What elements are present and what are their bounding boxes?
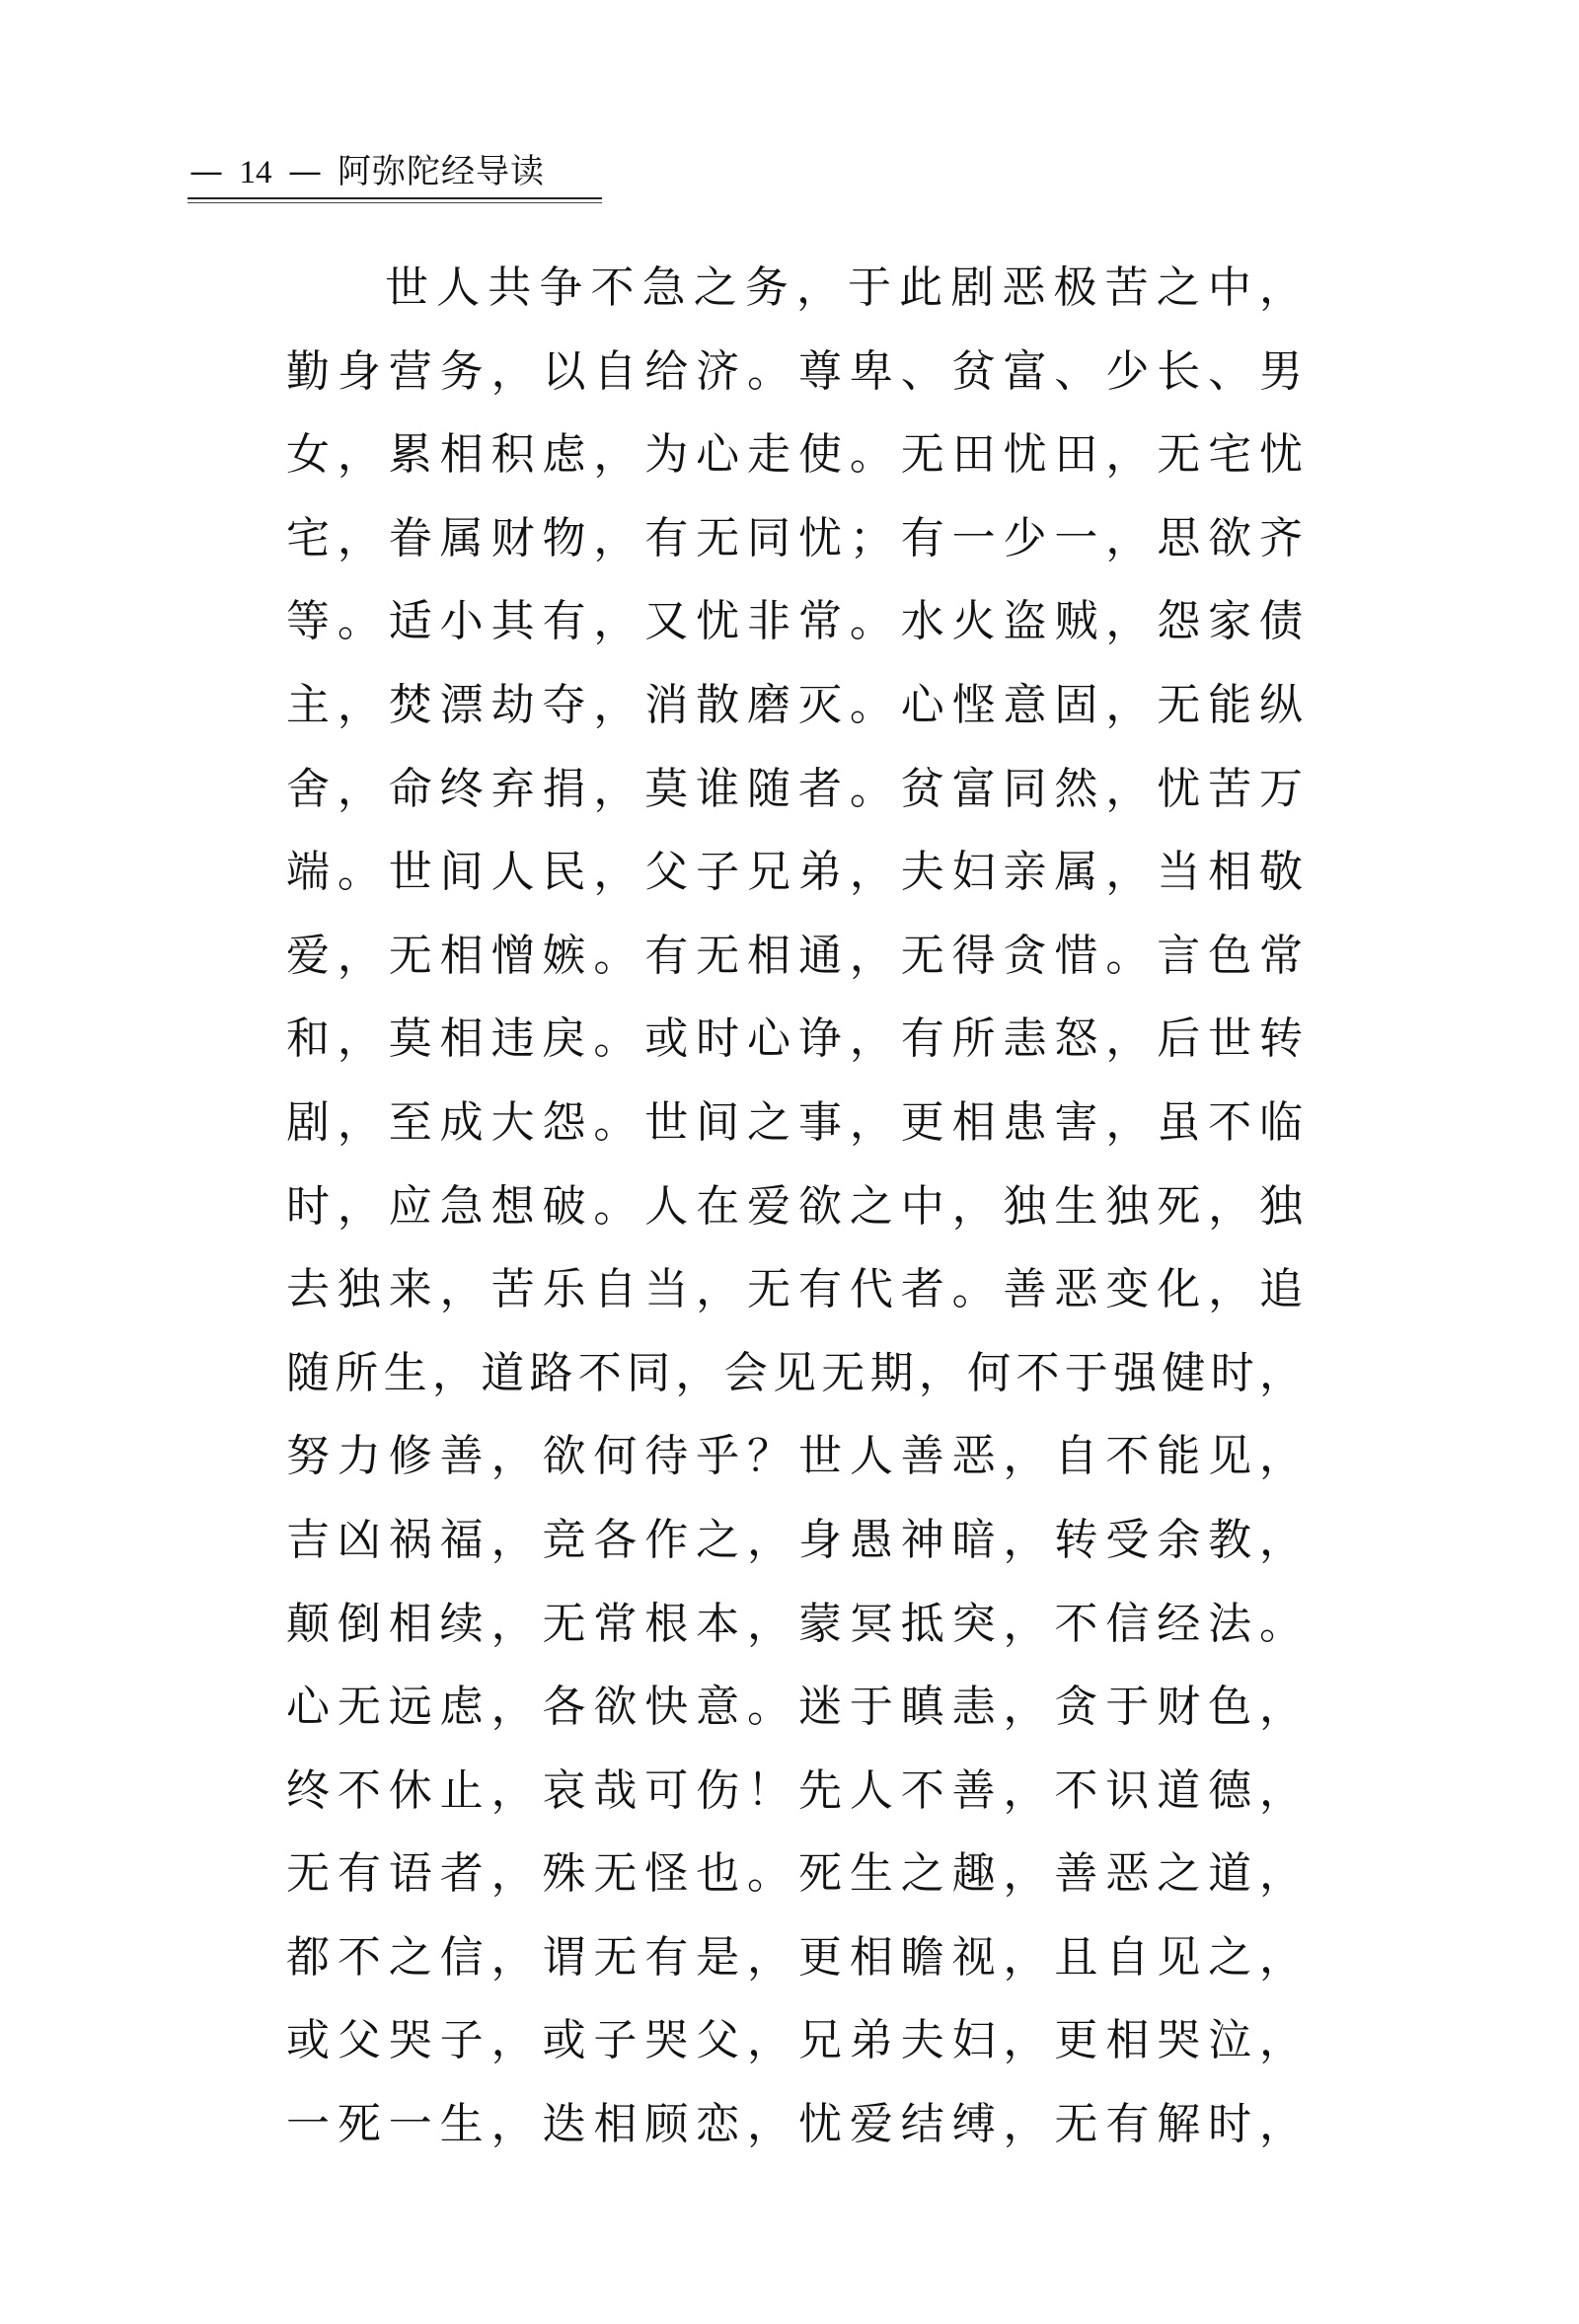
text-line: 颠倒相续，无常根本，蒙冥抵突，不信经法。 <box>286 1598 1303 1649</box>
text-line: 端。世间人民，父子兄弟，夫妇亲属，当相敬 <box>286 847 1303 898</box>
text-line: 世人共争不急之务，于此剧恶极苦之中， <box>385 262 1303 313</box>
text-line: 宅，眷属财物，有无同忧；有一少一，思欲齐 <box>286 512 1303 563</box>
text-line: 等。适小其有，又忧非常。水火盗贼，怨家债 <box>286 596 1303 647</box>
text-line: 勤身营务，以自给济。尊卑、贫富、少长、男 <box>286 345 1303 397</box>
text-line: 时，应急想破。人在爱欲之中，独生独死，独 <box>286 1180 1303 1232</box>
text-line: 剧，至成大怨。世间之事，更相患害，虽不临 <box>286 1096 1303 1148</box>
page-number: 14 <box>239 155 272 190</box>
running-header <box>188 146 602 197</box>
text-line: 和，莫相违戾。或时心诤，有所恚怒，后世转 <box>286 1013 1303 1065</box>
header-dash-left: — <box>189 152 223 191</box>
text-line: 努力修善，欲何待乎？世人善恶，自不能见， <box>286 1431 1303 1482</box>
text-line: 女，累相积虑，为心走使。无田忧田，无宅忧 <box>286 429 1303 481</box>
text-line: 去独来，苦乐自当，无有代者。善恶变化，追 <box>286 1264 1303 1315</box>
text-line: 或父哭子，或子哭父，兄弟夫妇，更相哭泣， <box>286 2015 1303 2066</box>
text-line: 吉凶祸福，竞各作之，身愚神暗，转受余教， <box>286 1514 1303 1565</box>
header-rule-thin <box>188 202 602 203</box>
text-line: 一死一生，迭相顾恋，忧爱结缚，无有解时， <box>286 2099 1303 2150</box>
text-line: 无有语者，殊无怪也。死生之趣，善恶之道， <box>286 1848 1303 1900</box>
text-line: 终不休止，哀哉可伤！先人不善，不识道德， <box>286 1764 1303 1816</box>
text-line: 主，焚漂劫夺，消散磨灭。心悭意固，无能纵 <box>286 679 1303 730</box>
text-line: 都不之信，谓无有是，更相瞻视，且自见之， <box>286 1931 1303 1983</box>
body-text <box>286 247 1303 2167</box>
text-line: 随所生，道路不同，会见无期，何不于强健时， <box>286 1347 1303 1398</box>
header-dash-right: — <box>288 152 322 191</box>
text-line: 爱，无相憎嫉。有无相通，无得贪惜。言色常 <box>286 930 1303 981</box>
book-title: 阿弥陀经导读 <box>338 152 545 191</box>
header-rule <box>188 197 602 199</box>
text-line: 心无远虑，各欲快意。迷于瞋恚，贪于财色， <box>286 1682 1303 1733</box>
text-line: 舍，命终弃捐，莫谁随者。贫富同然，忧苦万 <box>286 763 1303 814</box>
